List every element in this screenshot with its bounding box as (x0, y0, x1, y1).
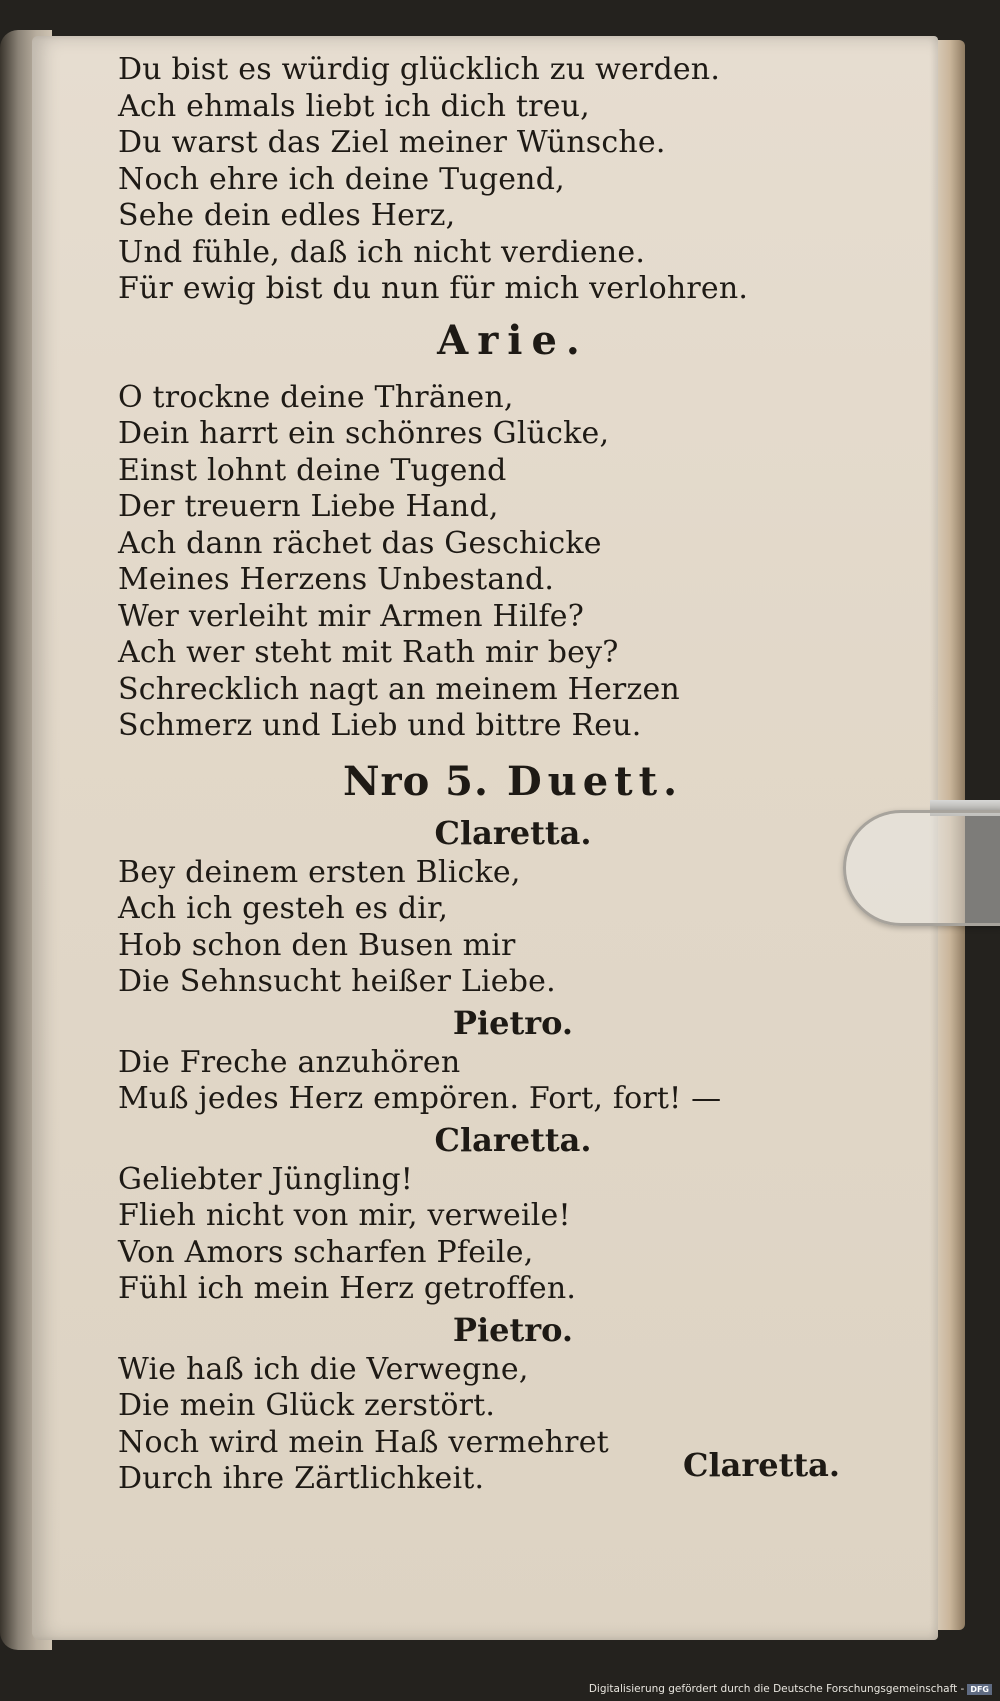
digitization-credit (589, 1683, 992, 1695)
verse-line: Ach dann rächet das Geschicke (118, 525, 602, 561)
verse-line: Sehe dein edles Herz, (118, 198, 456, 233)
verse-line: Muß jedes Herz empören. Fort, fort! — (118, 1081, 722, 1116)
verse-line: Noch ehre ich deine Tugend, (118, 161, 565, 197)
verse-line: Geliebter Jüngling! (118, 1161, 413, 1197)
duet-number: Nro 5. (342, 757, 489, 805)
aria-heading: Arie. (437, 316, 589, 364)
verse-line: Dein harrt ein schönres Glücke, (118, 416, 610, 451)
stanza-1 (118, 52, 908, 308)
verse-line: Ach wer steht mit Rath mir bey? (118, 635, 619, 670)
duet-heading (118, 755, 908, 809)
speaker-pietro: Pietro. (452, 1003, 574, 1042)
verse-line: Die Freche anzuhören (118, 1044, 461, 1080)
verse-line: Ach ich gesteh es dir, (118, 891, 449, 926)
stanza-2 (118, 380, 908, 745)
verse-line: Schmerz und Lieb und bittre Reu. (118, 708, 642, 743)
page-text (118, 52, 908, 1498)
duet-title: Duett. (506, 757, 684, 805)
stanza-3 (118, 855, 908, 1001)
stanza-4 (118, 1045, 908, 1118)
verse-line: O trockne deine Thränen, (118, 379, 514, 415)
verse-line: Flieh nicht von mir, verweile! (118, 1198, 571, 1233)
credit-text: Digitalisierung gefördert durch die Deutsche Forschungsgemeinschaft - (588, 1683, 965, 1695)
dfg-logo: DFG (967, 1684, 992, 1695)
verse-line: Durch ihre Zärtlichkeit. (118, 1461, 485, 1496)
verse-line: Schrecklich nagt an meinem Herzen (118, 671, 680, 707)
verse-line: Bey deinem ersten Blicke, (118, 854, 521, 890)
verse-line: Hob schon den Busen mir (118, 927, 516, 963)
verse-line: Du bist es würdig glücklich zu werden. (118, 52, 721, 87)
verse-line: Die mein Glück zerstört. (118, 1388, 496, 1423)
verse-line: Noch wird mein Haß vermehret (118, 1424, 609, 1460)
speaker-claretta: Claretta. (434, 1120, 592, 1159)
speaker-claretta: Claretta. (434, 813, 592, 852)
verse-line: Die Sehnsucht heißer Liebe. (118, 964, 556, 999)
verse-line: Du warst das Ziel meiner Wünsche. (118, 125, 666, 160)
verse-line: Fühl ich mein Herz getroffen. (118, 1271, 577, 1306)
speaker-pietro: Pietro. (452, 1310, 574, 1349)
verse-line: Von Amors scharfen Pfeile, (118, 1234, 534, 1270)
verse-line: Wie haß ich die Verwegne, (118, 1351, 529, 1387)
verse-line: Der treuern Liebe Hand, (118, 489, 499, 524)
verse-line: Einst lohnt deine Tugend (118, 452, 507, 488)
verse-line: Für ewig bist du nun für mich verlohren. (118, 271, 749, 306)
verse-line: Und fühle, daß ich nicht verdiene. (118, 234, 646, 270)
verse-line: Ach ehmals liebt ich dich treu, (118, 88, 590, 124)
verse-line: Wer verleiht mir Armen Hilfe? (118, 598, 584, 634)
catchword: Claretta. (683, 1446, 841, 1484)
verse-line: Meines Herzens Unbestand. (118, 562, 555, 597)
stanza-5 (118, 1162, 908, 1308)
